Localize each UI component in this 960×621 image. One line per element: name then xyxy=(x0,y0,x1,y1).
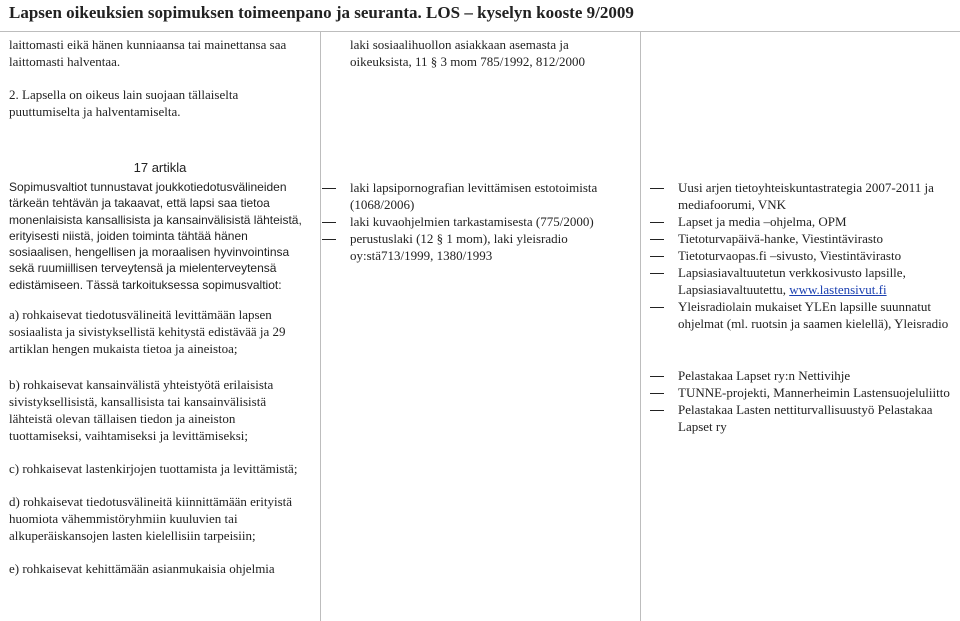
action-item: Tietoturvaopas.fi –sivusto, Viestintävirasto xyxy=(650,247,950,264)
article-17-cell xyxy=(9,159,311,577)
action-item: TUNNE-projekti, Mannerheimin Lastensuojeluliitto xyxy=(650,384,950,401)
actions-cell xyxy=(650,179,950,435)
article-16-item-2: 2. Lapsella on oikeus lain suojaan tällaiselta puuttumiselta ja halventamiselta. xyxy=(9,87,239,119)
article-item-a: a) rohkaisevat tiedotusvälineitä levittämään lapsen sosiaalista ja sivistyksellistä kehitystä edistävää ja 29 artiklan hengen mukaista tietoa ja aineistoa; xyxy=(9,307,286,357)
action-item: Pelastakaa Lasten nettiturvallisuustyö Pelastakaa Lapset ry xyxy=(650,401,950,435)
article-item-b: b) rohkaisevat kansainvälistä yhteistyötä erilaisista sivistyksellisistä, kansallisista tai kansainvälisistä lähteistä olevan tällaisen tiedon ja aineiston tuottamiseksi, vaihtamiseksi ja levittämiseksi; xyxy=(9,377,274,444)
article-item-e: e) rohkaisevat kehittämään asianmukaisia ohjelmia xyxy=(9,561,275,577)
article-item-c: c) rohkaisevat lastenkirjojen tuottamista ja levittämistä; xyxy=(9,461,298,477)
action-item: Pelastakaa Lapset ry:n Nettivihje xyxy=(650,367,950,384)
lapsiasia-text: Lapsiasiavaltuutetun verkkosivusto lapsille, Lapsiasiavaltuutettu, xyxy=(678,265,906,297)
action-item: Tietoturvapäivä-hanke, Viestintävirasto xyxy=(650,230,950,247)
table-border-top xyxy=(0,31,960,32)
action-item-lapsiasia xyxy=(650,264,950,298)
article-intro: Sopimusvaltiot tunnustavat joukkotiedotusvälineiden tärkeän tehtävän ja takaavat, että lapsi saa tietoa monenlaisista kansallisista ja kansainvälisistä lähteistä, erityisesti niistä, joiden toiminta tähtää hänen sosiaalisen, hengellisen ja moraalisen hyvinvointinsa sekä ruumiillisen terveytensä ja mielenterveytensä edistämiseen. Tässä tarkoituksessa sopimusvaltiot: xyxy=(9,180,302,292)
lastensivut-link[interactable]: www.lastensivut.fi xyxy=(789,282,887,297)
article-heading: 17 artikla xyxy=(133,160,187,175)
laws-cell xyxy=(322,179,630,264)
action-item: Uusi arjen tietoyhteiskuntastrategia 2007-2011 ja mediafoorumi, VNK xyxy=(650,179,950,213)
law-item: laki kuvaohjelmien tarkastamisesta (775/2000) xyxy=(322,213,630,230)
page-title: Lapsen oikeuksien sopimuksen toimeenpano ja seuranta. LOS – kyselyn kooste 9/2009 xyxy=(9,3,634,22)
top-mid-cell: laki sosiaalihuollon asiakkaan asemasta ja oikeuksista, 11 § 3 mom 785/1992, 812/2000 xyxy=(350,37,585,69)
law-item: laki lapsipornografian levittämisen estotoimista (1068/2006) xyxy=(322,179,630,213)
action-item: Yleisradiolain mukaiset YLEn lapsille suunnatut ohjelmat (ml. ruotsin ja saamen kielellä), Yleisradio xyxy=(650,298,950,332)
action-item: Lapset ja media –ohjelma, OPM xyxy=(650,213,950,230)
law-item: perustuslaki (12 § 1 mom), laki yleisradio oy:stä713/1999, 1380/1993 xyxy=(322,230,630,264)
column-divider-2 xyxy=(640,31,641,621)
top-left-cell: laittomasti eikä hänen kunniaansa tai mainettansa saa laittomasti halventaa. xyxy=(9,37,287,69)
article-item-d: d) rohkaisevat tiedotusvälineitä kiinnittämään erityistä huomiota vähemmistöryhmiin kuuluvien tai alkuperäiskansojen lasten kielellisiin tarpeisiin; xyxy=(9,494,293,544)
column-divider-1 xyxy=(320,31,321,621)
